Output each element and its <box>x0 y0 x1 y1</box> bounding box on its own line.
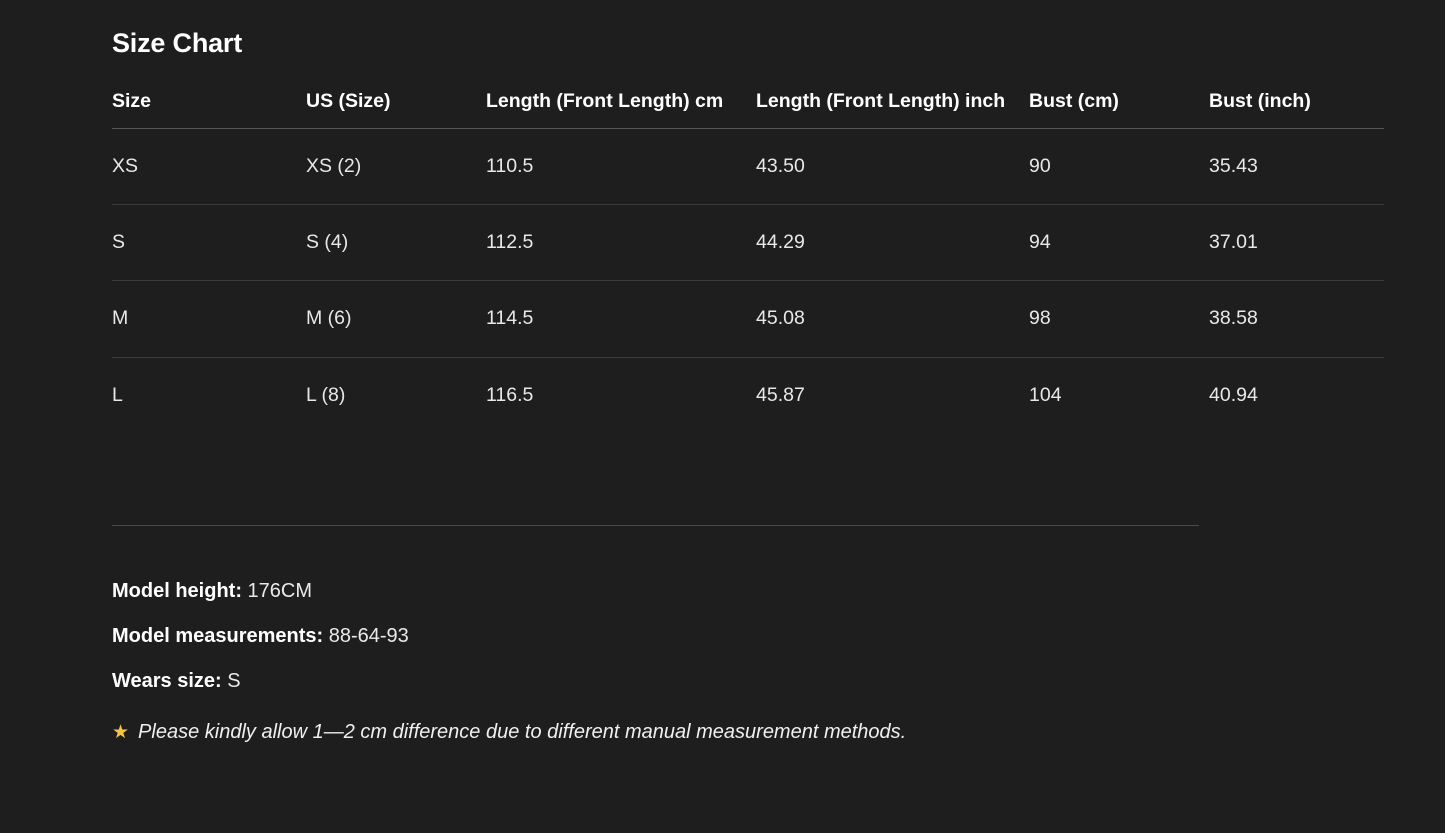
star-icon: ★ <box>112 722 130 744</box>
wears-size-label: Wears size: <box>112 670 222 693</box>
measurement-note-text: Please kindly allow 1—2 cm difference due to different manual measurement methods. <box>138 721 907 744</box>
column-header-length-cm: Length (Front Length) cm <box>486 89 756 128</box>
column-header-bust-cm: Bust (cm) <box>1029 89 1209 128</box>
cell-us-size: XS (2) <box>306 128 486 204</box>
cell-length-cm: 110.5 <box>486 128 756 204</box>
table-row <box>112 281 1384 357</box>
table-header-row <box>112 89 1384 128</box>
page-title: Size Chart <box>112 28 243 58</box>
cell-size: L <box>112 383 123 406</box>
cell-bust-cm: 98 <box>1029 281 1209 357</box>
cell-us-size: M (6) <box>306 281 486 357</box>
cell-size: XS <box>112 128 306 204</box>
table-header <box>112 89 1384 128</box>
model-height-label: Model height: <box>112 580 242 603</box>
table-row <box>112 357 1384 433</box>
column-header-bust-inch: Bust (inch) <box>1209 89 1384 128</box>
model-height-line <box>112 579 1333 603</box>
cell-size: S <box>112 205 306 281</box>
table-body <box>112 128 1384 433</box>
cell-length-cm: 112.5 <box>486 205 756 281</box>
cell-length-cm: 116.5 <box>486 383 534 406</box>
cell-bust-inch: 35.43 <box>1209 128 1384 204</box>
model-measurements-line <box>112 624 1333 648</box>
size-chart-table <box>112 89 1384 433</box>
cell-length-inch: 44.29 <box>756 205 1029 281</box>
column-header-length-inch: Length (Front Length) inch <box>756 89 1029 128</box>
cell-length-cm: 114.5 <box>486 281 756 357</box>
model-measurements-value: 88-64-93 <box>328 625 409 648</box>
cell-length-inch: 45.87 <box>756 383 805 406</box>
cell-bust-cm: 90 <box>1029 128 1209 204</box>
column-header-us-size: US (Size) <box>306 89 486 128</box>
table-row <box>112 205 1384 281</box>
model-info <box>112 579 1333 693</box>
wears-size-value: S <box>227 670 241 693</box>
wears-size-line <box>112 669 1333 693</box>
cell-length-inch: 43.50 <box>756 128 1029 204</box>
cell-bust-inch: 37.01 <box>1209 205 1384 281</box>
table-row <box>112 128 1384 204</box>
cell-us-size: L (8) <box>306 383 346 406</box>
model-measurements-label: Model measurements: <box>112 625 324 648</box>
cell-bust-cm: 94 <box>1029 205 1209 281</box>
cell-bust-cm: 104 <box>1029 383 1062 406</box>
cell-size: M <box>112 281 306 357</box>
measurement-note <box>112 720 1333 745</box>
cell-length-inch: 45.08 <box>756 281 1029 357</box>
model-height-value: 176CM <box>247 580 313 603</box>
section-divider <box>112 525 1199 526</box>
cell-us-size: S (4) <box>306 205 486 281</box>
cell-bust-inch: 40.94 <box>1209 383 1258 406</box>
column-header-size: Size <box>112 89 306 128</box>
cell-bust-inch: 38.58 <box>1209 281 1384 357</box>
